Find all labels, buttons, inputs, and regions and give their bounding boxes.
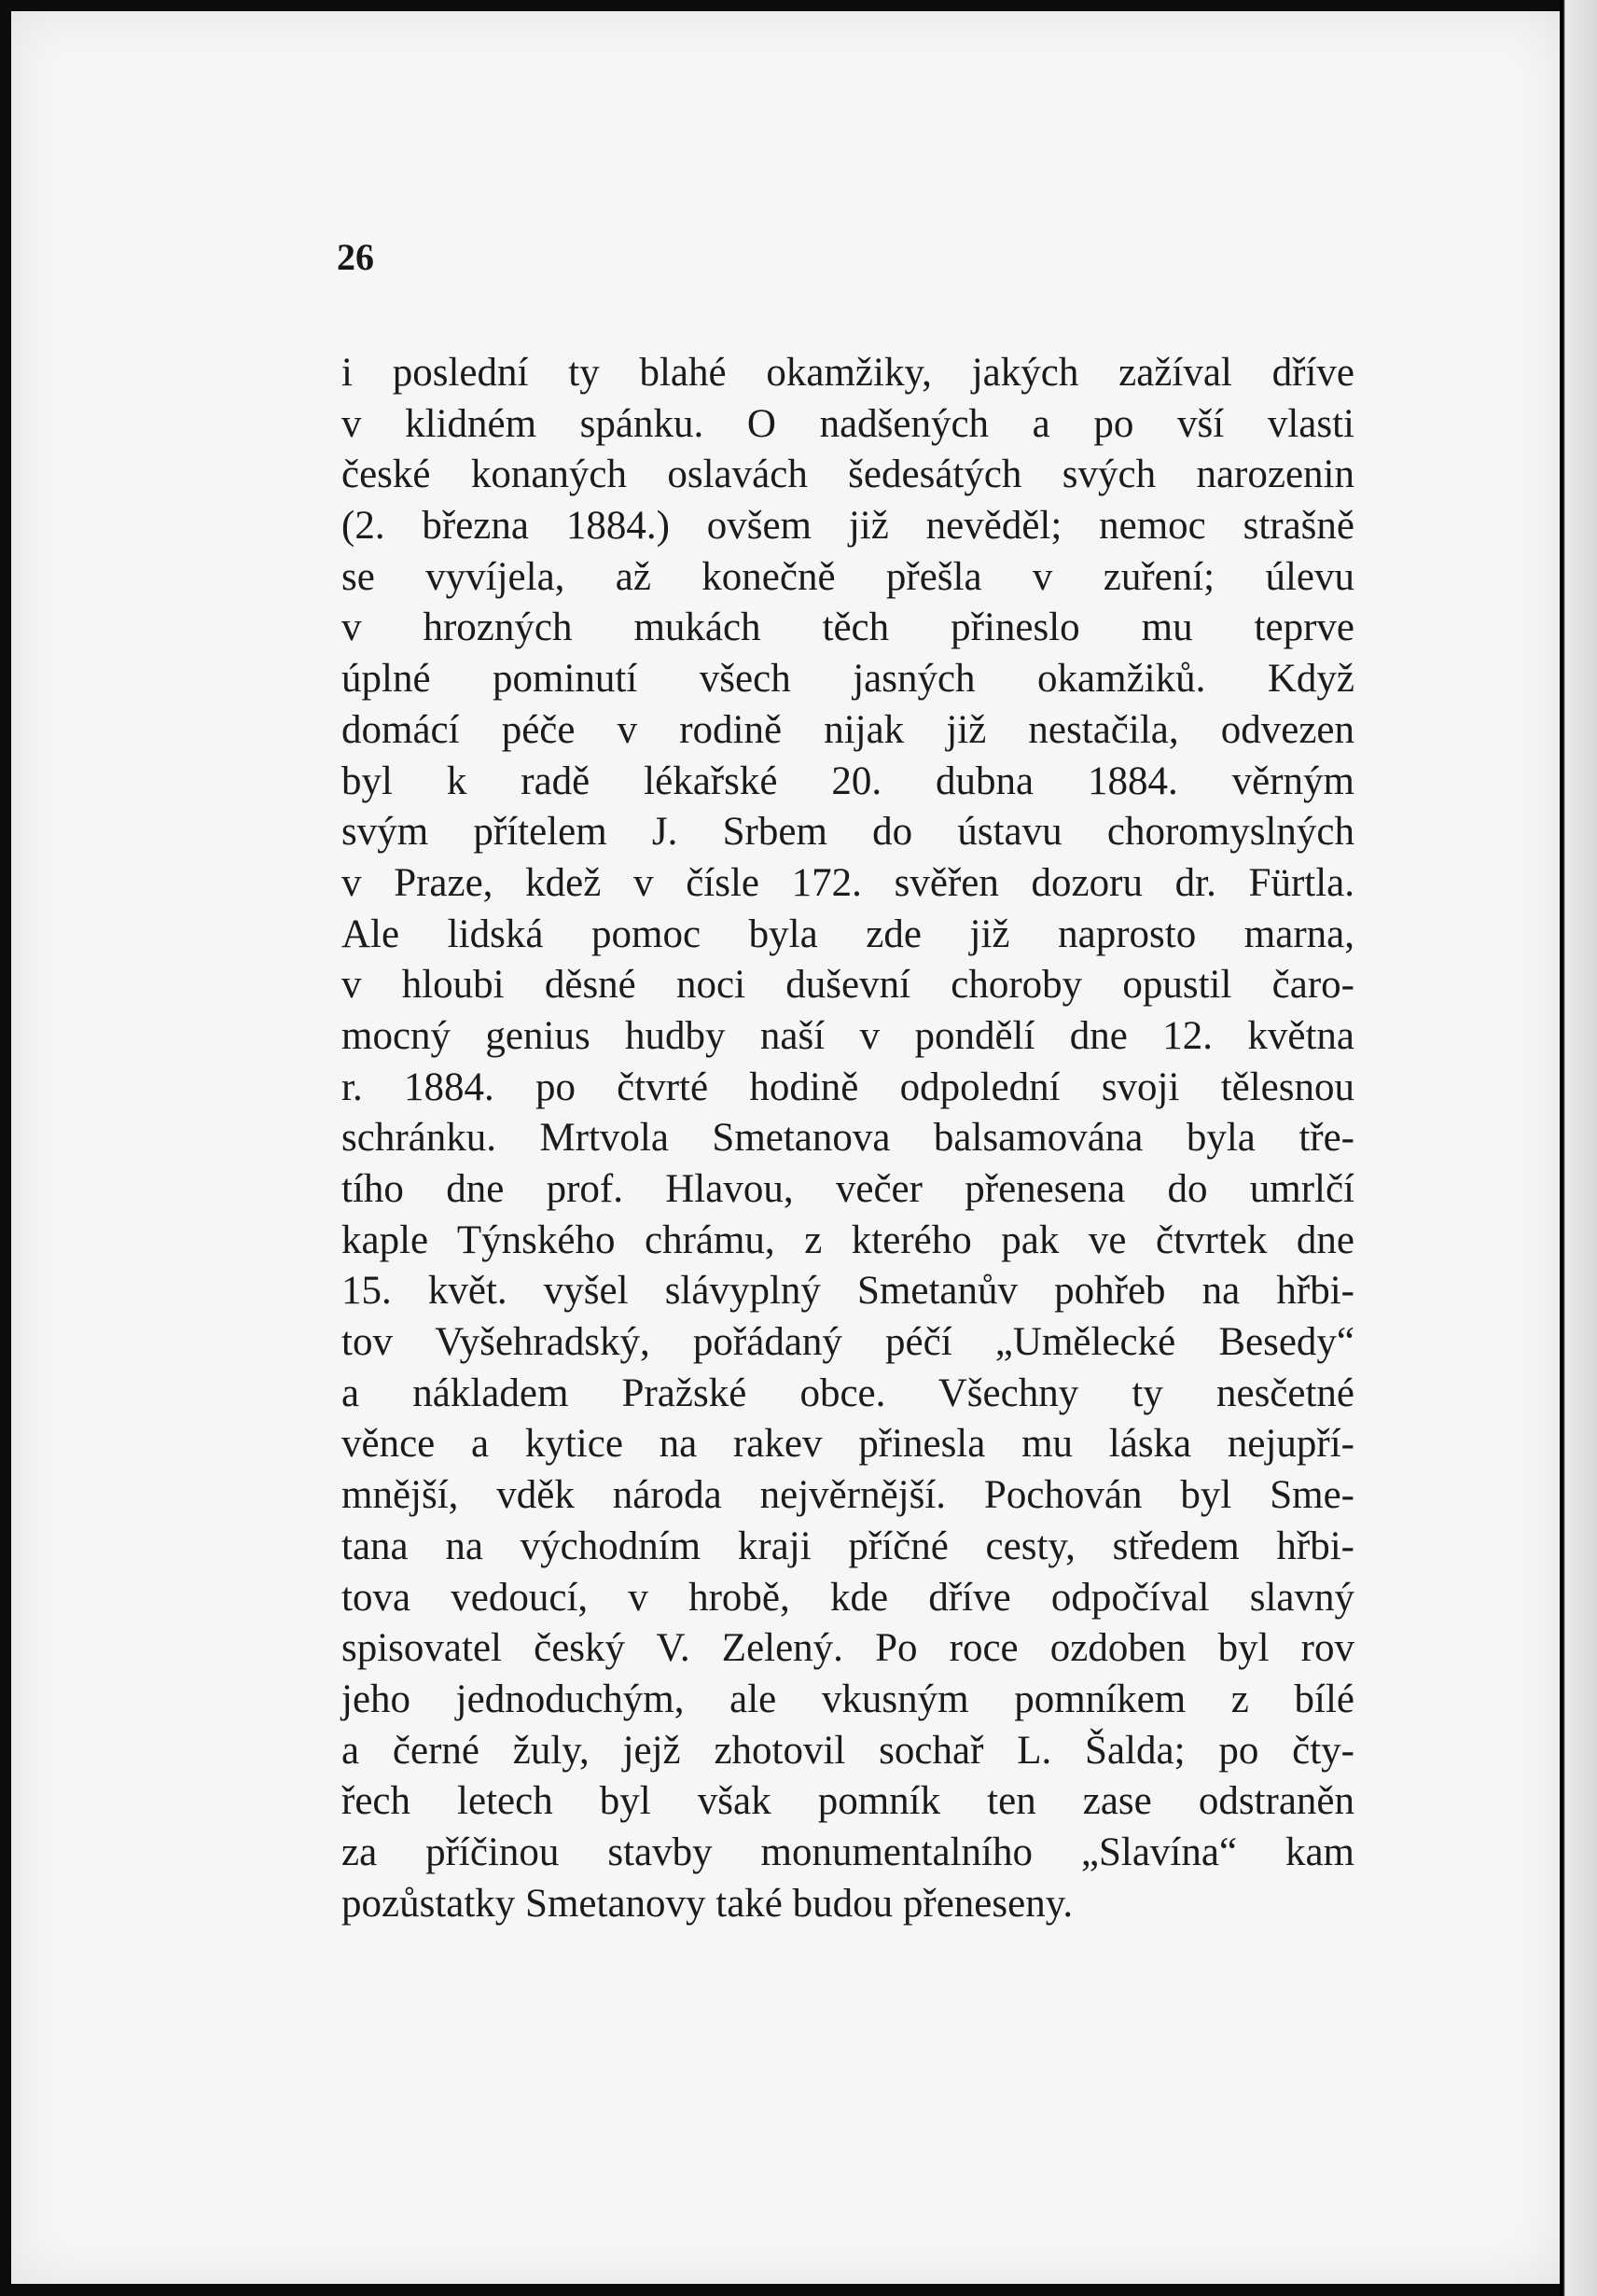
text-line: byl k radě lékařské 20. dubna 1884. věrným: [341, 758, 1354, 803]
text-line: řech letech byl však pomník ten zase odstraněn: [341, 1779, 1354, 1824]
text-line: r. 1884. po čtvrté hodině odpolední svoji tělesnou: [341, 1065, 1354, 1109]
body-text: [341, 348, 1354, 1929]
text-line: v hloubi děsné noci duševní choroby opustil čaro-: [341, 963, 1354, 1008]
text-line-last: pozůstatky Smetanovy také budou přeneseny.: [341, 1881, 1074, 1926]
text-line: věnce a kytice na rakev přinesla mu láska nejupří-: [341, 1422, 1354, 1467]
text-line: tova vedoucí, v hrobě, kde dříve odpočíval slavný: [341, 1575, 1354, 1620]
text-line: tího dne prof. Hlavou, večer přenesena do umrlčí: [341, 1167, 1354, 1211]
text-line: úplné pominutí všech jasných okamžiků. Když: [341, 657, 1354, 702]
text-line: (2. března 1884.) ovšem již nevěděl; nemoc strašně: [341, 504, 1354, 549]
text-line: v Praze, kdež v čísle 172. svěřen dozoru dr. Fürtla.: [341, 860, 1354, 905]
text-line: kaple Týnského chrámu, z kterého pak ve čtvrtek dne: [341, 1218, 1354, 1262]
text-line: v klidném spánku. O nadšených a po vší vlasti: [341, 401, 1354, 446]
page-edge: [1560, 0, 1597, 2296]
text-line: jeho jednoduchým, ale vkusným pomníkem z bílé: [341, 1677, 1354, 1721]
text-line: svým přítelem J. Srbem do ústavu choromyslných: [341, 810, 1354, 855]
text-line: mocný genius hudby naší v pondělí dne 12. května: [341, 1013, 1354, 1058]
text-line: domácí péče v rodině nijak již nestačila, odvezen: [341, 707, 1354, 752]
page-number: 26: [337, 236, 374, 278]
text-line: mnější, vděk národa nejvěrnější. Pochován byl Sme-: [341, 1473, 1354, 1518]
text-line: za příčinou stavby monumentalního „Slavína“ kam: [341, 1830, 1354, 1874]
text-line: Ale lidská pomoc byla zde již naprosto marna,: [341, 911, 1354, 956]
text-line: české konaných oslavách šedesátých svých narozenin: [341, 452, 1354, 497]
text-line: 15. květ. vyšel slávyplný Smetanův pohřeb na hřbi-: [341, 1269, 1354, 1314]
text-line: spisovatel český V. Zelený. Po roce ozdoben byl rov: [341, 1626, 1354, 1671]
text-line: se vyvíjela, až konečně přešla v zuření; úlevu: [341, 554, 1354, 599]
text-line: tana na východním kraji příčné cesty, středem hřbi-: [341, 1524, 1354, 1568]
text-line: a černé žuly, jejž zhotovil sochař L. Šalda; po čty-: [341, 1728, 1354, 1773]
text-line: tov Vyšehradský, pořádaný péčí „Umělecké Besedy“: [341, 1320, 1354, 1365]
text-line: a nákladem Pražské obce. Všechny ty nesčetné: [341, 1371, 1354, 1415]
text-line: i poslední ty blahé okamžiky, jakých zažíval dříve: [341, 351, 1354, 395]
text-line: v hrozných mukách těch přineslo mu teprve: [341, 605, 1354, 650]
text-line: schránku. Mrtvola Smetanova balsamována byla tře-: [341, 1116, 1354, 1161]
